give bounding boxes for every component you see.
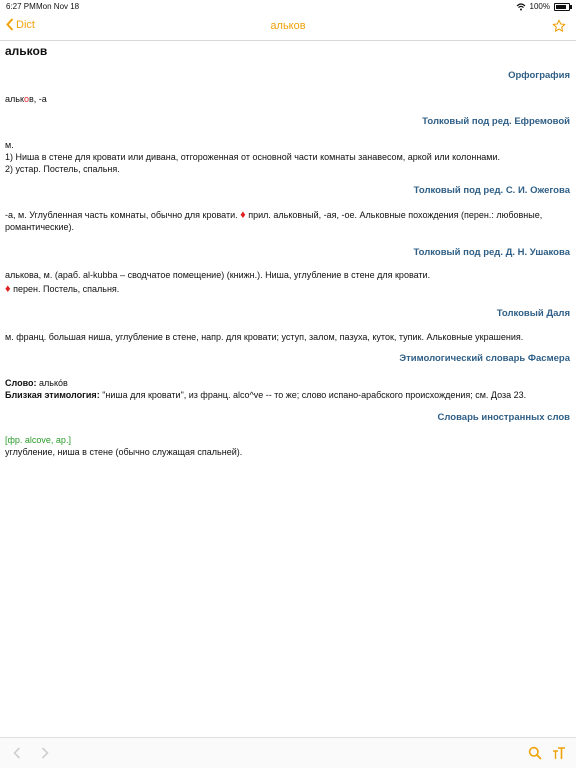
star-icon[interactable] — [552, 19, 566, 33]
back-label: Dict — [16, 18, 35, 31]
text-line: 2) устар. Постель, спальня. — [5, 164, 120, 174]
status-time: 6:27 PM — [6, 2, 36, 11]
text-line: алькова, м. (араб. al-kubba – сводчатое помещение) (книжн.). Ниша, углубление в стене для кровати. — [5, 270, 431, 280]
text-line: [фр. alcove, ар.] — [5, 435, 71, 445]
etym-value: "ниша для кровати", из франц. alco^ve -- то же; слово испано-арабского происхождения; см. Доза 23. — [99, 390, 527, 400]
ortho-stress: о — [23, 94, 29, 104]
text-line — [5, 377, 565, 389]
section-title-ushakov: Толковый под ред. Д. Н. Ушакова — [413, 247, 570, 258]
ortho-part: в, -а — [29, 94, 47, 104]
status-bar — [0, 0, 576, 14]
ozhegov-text — [5, 209, 565, 233]
battery-icon — [554, 3, 570, 11]
search-icon[interactable] — [528, 746, 542, 760]
font-size-icon[interactable] — [552, 746, 566, 760]
foreign-text — [5, 434, 565, 458]
status-right — [516, 2, 570, 11]
text-line — [5, 209, 565, 221]
vasmer-text — [5, 377, 565, 401]
text-part: -а, м. Углубленная часть комнаты, обычно для кровати. — [5, 210, 241, 220]
efremova-text — [5, 139, 565, 175]
section-title-foreign: Словарь иностранных слов — [437, 412, 570, 423]
dal-text: м. франц. большая ниша, углубление в стене, напр. для кровати; уступ, залом, пазуха, куток, тупик. Альковные украшения. — [5, 332, 524, 342]
status-date: Mon Nov 18 — [36, 2, 80, 11]
text-line — [5, 389, 565, 401]
diamond-icon: ♦ — [5, 283, 11, 295]
orthography-text — [5, 93, 565, 105]
headword: альков — [5, 44, 48, 58]
text-line: углубление, ниша в стене (обычно служащая спальней). — [5, 447, 243, 457]
text-line: 1) Ниша в стене для кровати или дивана, отгороженная от основной части комнаты занавесом, аркой или колоннами. — [5, 152, 501, 162]
chevron-right-icon[interactable] — [40, 746, 50, 760]
page-title: альков — [270, 20, 306, 32]
word-label: Слово: — [5, 378, 37, 388]
ushakov-text — [5, 269, 565, 295]
battery-percent: 100% — [529, 2, 550, 11]
bottom-toolbar — [0, 737, 576, 768]
wifi-icon — [516, 3, 526, 11]
text-line — [5, 283, 565, 295]
word-value: алько́в — [36, 378, 68, 388]
diamond-icon: ♦ — [240, 209, 246, 221]
section-title-vasmer: Этимологический словарь Фасмера — [399, 353, 570, 364]
ortho-part: альк — [5, 94, 24, 104]
text-part: прил. альковный, -ая, -ое. Альковные похождения (перен.: любовные, — [245, 210, 543, 220]
text-line: м. — [5, 140, 14, 150]
text-part: перен. Постель, спальня. — [10, 284, 120, 294]
etym-label: Близкая этимология: — [5, 390, 100, 400]
section-title-orthography: Орфография — [508, 70, 570, 81]
nav-bar — [0, 14, 576, 41]
section-title-ozhegov: Толковый под ред. С. И. Ожегова — [413, 185, 570, 196]
section-title-efremova: Толковый под ред. Ефремовой — [422, 116, 570, 127]
section-title-dal: Толковый Даля — [496, 308, 570, 319]
chevron-left-icon[interactable] — [12, 746, 22, 760]
text-line: романтические). — [5, 222, 74, 232]
